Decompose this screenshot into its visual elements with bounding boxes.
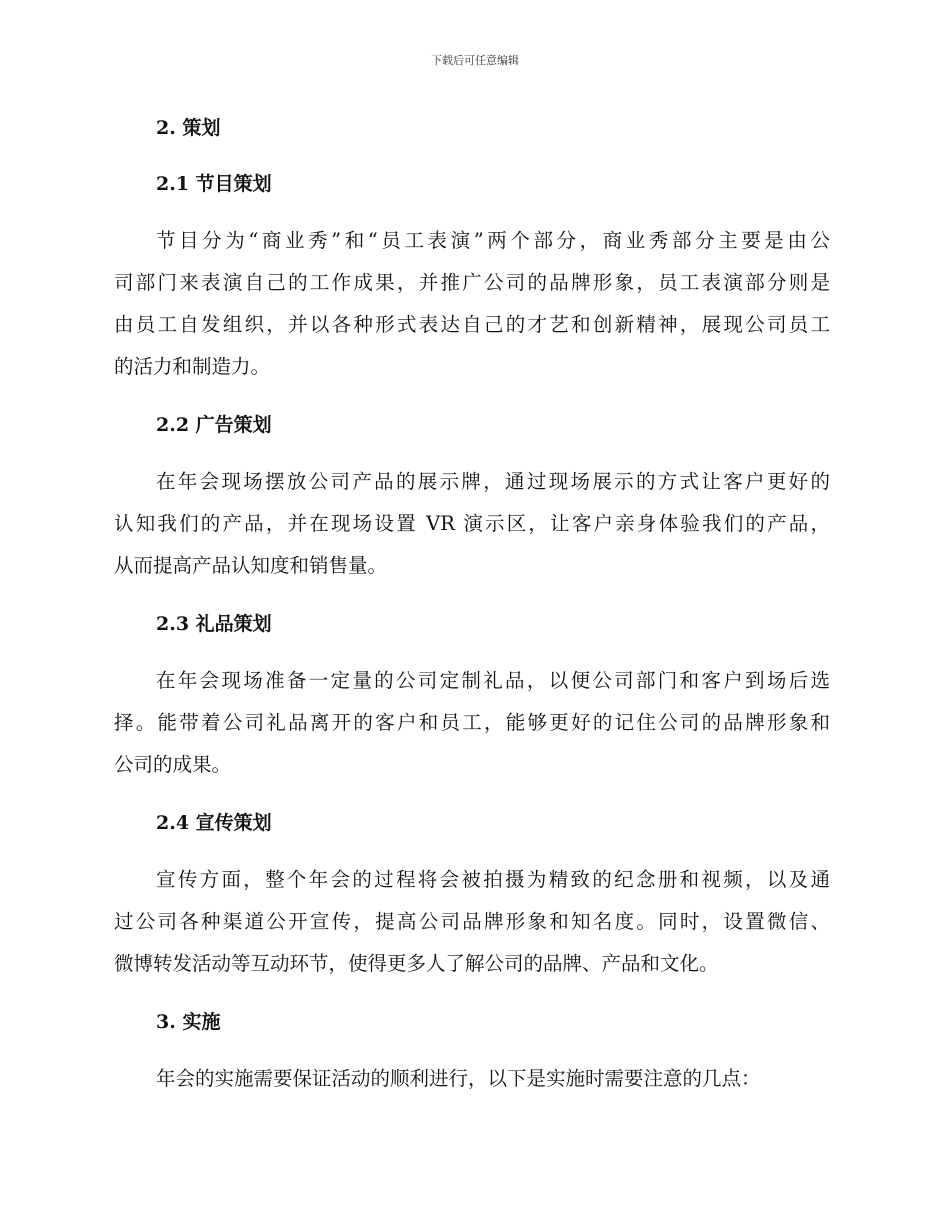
section-heading-implementation: 3. 实施 [156, 1011, 221, 1033]
paragraph-line: 在年会现场摆放公司产品的展示牌，通过现场展示的方式让客户更好的 [156, 470, 830, 493]
paragraph-gift-planning [114, 660, 830, 786]
paragraph-ad-planning [114, 461, 830, 587]
section-heading-promotion-planning: 2.4 宣传策划 [156, 812, 272, 834]
paragraph-line: 司部门来表演自己的工作成果，并推广公司的品牌形象，员工表演部分则是 [114, 271, 830, 294]
paragraph-line: 在年会现场准备一定量的公司定制礼品，以便公司部门和客户到场后选 [156, 669, 830, 692]
paragraph-line: 年会的实施需要保证活动的顺利进行，以下是实施时需要注意的几点： [156, 1067, 761, 1090]
paragraph-line: 公司的成果。 [114, 753, 232, 776]
document-body [114, 108, 830, 1100]
section-heading-program-planning: 2.1 节目策划 [156, 173, 272, 195]
paragraph-promotion-planning [114, 859, 830, 985]
paragraph-line: 从而提高产品认知度和销售量。 [114, 554, 388, 577]
paragraph-line: 择。能带着公司礼品离开的客户和员工，能够更好的记住公司的品牌形象和 [114, 711, 830, 734]
page-header: 下载后可任意编辑 [431, 54, 519, 67]
paragraph-line: 微博转发活动等互动环节，使得更多人了解公司的品牌、产品和文化。 [114, 952, 719, 975]
paragraph-program-planning [114, 220, 830, 388]
paragraph-line: 的活力和制造力。 [114, 355, 271, 378]
section-heading-ad-planning: 2.2 广告策划 [156, 414, 272, 436]
section-heading-gift-planning: 2.3 礼品策划 [156, 613, 272, 635]
paragraph-line: 认知我们的产品，并在现场设置 VR 演示区，让客户亲身体验我们的产品， [114, 512, 830, 535]
paragraph-line: 由员工自发组织，并以各种形式表达自己的才艺和创新精神，展现公司员工 [114, 313, 830, 336]
paragraph-implementation [114, 1058, 830, 1100]
paragraph-line: 节目分为“商业秀”和“员工表演”两个部分，商业秀部分主要是由公 [156, 229, 830, 252]
paragraph-line: 宣传方面，整个年会的过程将会被拍摄为精致的纪念册和视频，以及通 [156, 868, 830, 891]
paragraph-line: 过公司各种渠道公开宣传，提高公司品牌形象和知名度。同时，设置微信、 [114, 910, 830, 933]
section-heading-planning: 2. 策划 [156, 117, 221, 139]
